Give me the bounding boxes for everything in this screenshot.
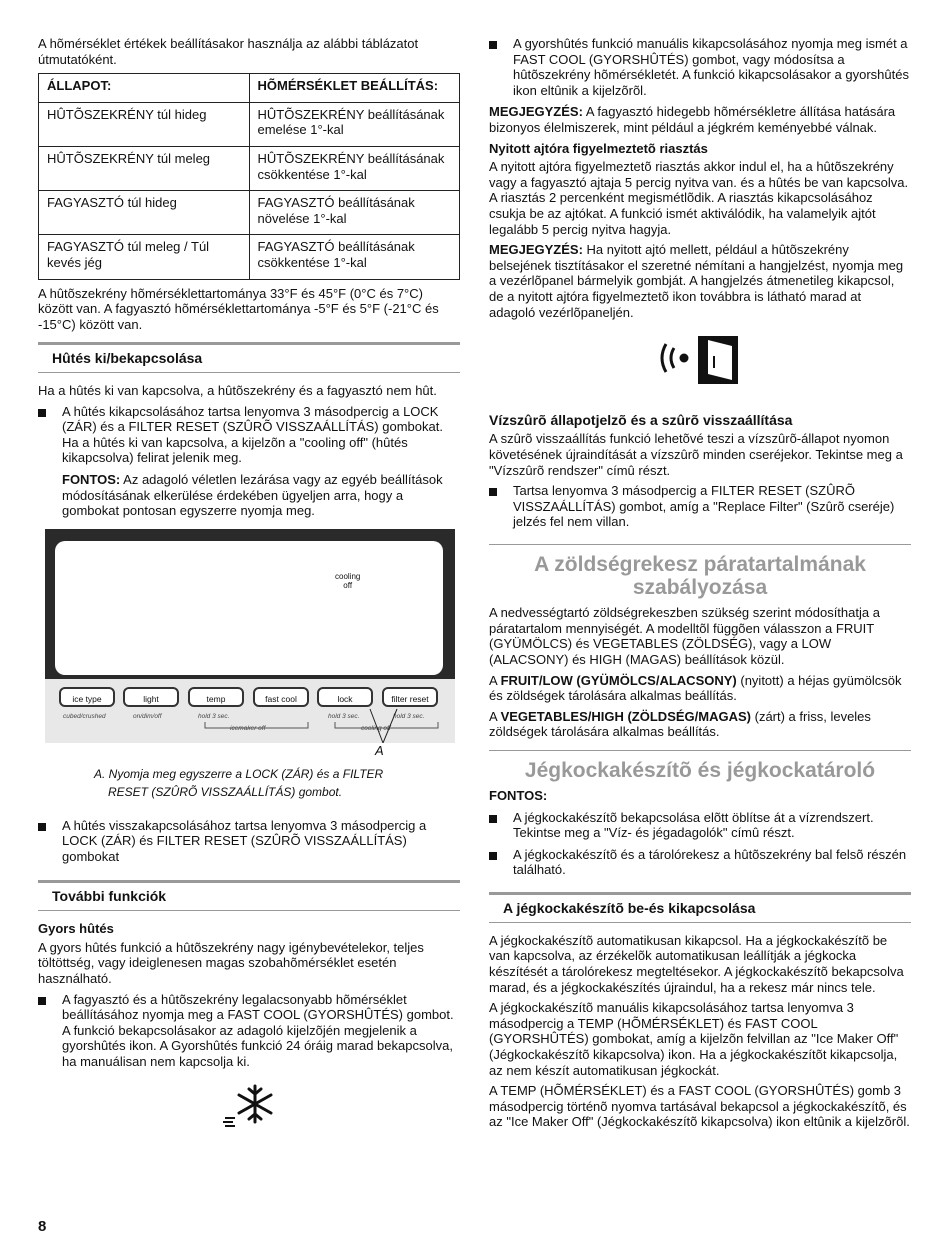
button-sublabel: hold 3 sec.	[393, 712, 425, 720]
list-item-text: A hûtés visszakapcsolásához tartsa lenyomva 3 másodpercig a LOCK (ZÁR) és FILTER RESET (SZÛRÕ VISSZAÁLLÍTÁS) gombokat	[62, 817, 427, 864]
filter-reset-button[interactable]: filter reset	[382, 687, 438, 707]
door-alarm-icon	[652, 330, 748, 390]
bullet-square-icon	[38, 409, 46, 417]
note	[489, 104, 911, 135]
lock-button[interactable]: lock	[317, 687, 373, 707]
text-fragment: (zárt) a friss, leveles zöldségek tárolására alkalmas beállítás.	[489, 708, 871, 740]
list-item	[38, 818, 460, 865]
right-column	[489, 36, 911, 1135]
note-label: MEGJEGYZÉS:	[489, 104, 583, 120]
section-title-icemaker-onoff: A jégkockakészítõ be-és kikapcsolása	[489, 892, 911, 923]
table-row	[39, 191, 460, 235]
note-text: Ha nyitott ajtó mellett, például a hûtõszekrény belsejének tisztításakor el szeretné némítani a hangjelzést, nyomja meg a vezérlõpanel bármelyik gombját. A hangjelzés átmenetileg kikapcsol, de a nyitott ajtóra figyelmeztetõ ikon továbbra is látható marad at adagoló vezérlõpaneljén.	[489, 242, 904, 320]
bullet-square-icon	[38, 823, 46, 831]
list-item-text: A hûtés kikapcsolásához tartsa lenyomva 3 másodpercig a LOCK (ZÁR) és a FILTER RESET (SZÛRÕ VISSZAÁLLÍTÁS) gombokat. Ha a hûtés ki van kapcsolva, a kijelzõn a "cooling off" (hûtés kikapcsolva) felirat jelenik meg.	[62, 403, 443, 466]
table-header-row	[39, 74, 460, 103]
icemaker-text: A TEMP (HÕMÉRSÉKLET) és a FAST COOL (GYORSHÛTÉS) gomb 3 másodpercig történõ nyomva tartásával bekapcsol a jégkockakészítõ, és az "Ice Maker Off" (Jégkockakészítõ kikapcsolva) ikon eltûnik a kijelzõrõl.	[489, 1083, 910, 1130]
section-title-more-functions: További funkciók	[38, 880, 460, 911]
light-button[interactable]: light	[123, 687, 179, 707]
table-cell: FAGYASZTÓ beállításának növelése 1°-kal	[249, 191, 460, 235]
filter-text: A szûrõ visszaállítás funkció lehetõvé teszi a vízszûrõ-állapot nyomon követésének újraindítását a vízszûrõ minden cseréjekor. Tekintse meg a "Vízszûrõ rendszer" címû részt.	[489, 431, 903, 478]
temp-button[interactable]: temp	[188, 687, 244, 707]
section-title-icemaker: Jégkockakészítõ és jégkockatároló	[489, 750, 911, 782]
fast-cool-intro: A gyors hûtés funkció a hûtõszekrény nagy igénybevételekor, teljes töltöttség, vagy ideiglenesen magas szobahõmérséklet esetén használható.	[38, 939, 424, 986]
bold-term: VEGETABLES/HIGH (ZÖLDSÉG/MAGAS)	[500, 708, 751, 724]
list-item	[38, 404, 460, 466]
note	[489, 242, 911, 320]
icemaker-off-label: icemaker off	[230, 724, 266, 732]
list-item	[489, 847, 911, 878]
display-text: cooling	[335, 571, 361, 581]
figure-caption: RESET (SZÛRÕ VISSZAÁLLÍTÁS) gombot.	[108, 785, 343, 800]
list-item-text: Tartsa lenyomva 3 másodpercig a FILTER RESET (SZÛRÕ VISSZAÁLLÍTÁS) gombot, amíg a "Replace Filter" (Szûrõ cseréje) jelzés fel nem villan.	[513, 483, 895, 530]
table-intro: A hõmérséklet értékek beállításakor használja az alábbi táblázatot útmutatóként.	[38, 36, 419, 67]
important-label: FONTOS:	[489, 788, 548, 804]
display-text: off	[343, 580, 353, 590]
figure-caption: A. Nyomja meg egyszerre a LOCK (ZÁR) és a FILTER	[94, 766, 384, 781]
door-alarm-figure	[489, 330, 911, 394]
cooling-off-indicator	[335, 573, 360, 591]
text-fragment: A	[489, 672, 497, 688]
table-row	[39, 102, 460, 146]
section-title-cooling: Hûtés ki/bekapcsolása	[38, 342, 460, 373]
list-item	[489, 810, 911, 841]
cooling-off-label: cooling off	[361, 724, 391, 732]
crisper-veg-text	[489, 709, 911, 740]
display-screen	[55, 541, 443, 675]
figure-marker: A	[375, 742, 384, 758]
bullet-square-icon	[489, 815, 497, 823]
bullet-square-icon	[38, 997, 46, 1005]
note-label: FONTOS:	[62, 472, 121, 488]
bullet-square-icon	[489, 41, 497, 49]
table-cell: HÛTÕSZEKRÉNY túl meleg	[39, 146, 250, 190]
text-fragment: A	[489, 708, 497, 724]
icemaker-text: A jégkockakészítõ manuális kikapcsolásához tartsa lenyomva 3 másodpercig a TEMP (HÕMÉRSÉKLET) és FAST COOL (GYORSHÛTÉS) gombokat, amíg a kijelzõn felvillan az "Ice Maker Off" (Jégkockakészítõ kikapcsolva) ikon. Ha a jégkockakészítõt kikapcsolja, az nem készít automatikusan jégkockát.	[489, 1000, 899, 1078]
button-strip	[45, 679, 455, 743]
bullet-square-icon	[489, 488, 497, 496]
list-item-text: A jégkockakészítõ és a tárolórekesz a hûtõszekrény bal felsõ részén található.	[513, 846, 907, 878]
door-alarm-text: A nyitott ajtóra figyelmeztetõ riasztás akkor indul el, ha a hûtõszekrény vagy a fagyasztó ajtaja 5 percig nyitva van. és a hûtés be van kapcsolva. A riasztás 2 percenként megismétlõdik. A riasztás kikapcsolásához csukja be az ajtókat. A funkció ismét aktiválódik, ha valamelyik ajtót legalább 5 percig nyitva hagyja.	[489, 159, 909, 237]
table-row	[39, 235, 460, 279]
cooling-intro: Ha a hûtés ki van kapcsolva, a hûtõszekrény és a fagyasztó nem hût.	[38, 383, 437, 399]
fast-cool-figure	[38, 1082, 460, 1134]
list-item	[489, 36, 911, 98]
note-label: MEGJEGYZÉS:	[489, 242, 583, 258]
section-title-crisper: A zöldségrekesz páratartalmának szabályozása	[489, 544, 911, 599]
list-item-text: A jégkockakészítõ bekapcsolása elõtt öblítse át a vízrendszert. Tekintse meg a "Víz- és jégadagolók" címû részt.	[513, 809, 874, 841]
list-item-text: A fagyasztó és a hûtõszekrény legalacsonyabb hõmérséklet beállításához nyomja meg a FAST COOL (GYORSHÛTÉS) gombot. A funkció bekapcsolásakor az adagoló kijelzõjén megjelenik a gyorshûtés ikon. A Gyorshûtés funkció 24 óráig marad bekapcsolva, ha manuálisan nem kapcsolja ki.	[62, 991, 454, 1069]
range-note: A hûtõszekrény hõmérséklettartománya 33°F és 45°F (0°C és 7°C) között van. A fagyasztó hõmérséklettartománya -5°F és 5°F (-21°C és -15°C) között van.	[38, 285, 439, 332]
table-cell: HÛTÕSZEKRÉNY túl hideg	[39, 102, 250, 146]
table-cell: FAGYASZTÓ beállításának csökkentése 1°-kal	[249, 235, 460, 279]
list-item	[489, 483, 911, 530]
list-item-text: A gyorshûtés funkció manuális kikapcsolásához nyomja meg ismét a FAST COOL (GYORSHÛTÉS) gombot, vagy módosítsa a hûtõszekrény hõmérsékletét. A funkció kikapcsolásakor a gyorshûtés ikon eltûnik a kijelzõrõl.	[513, 36, 909, 98]
bracket-lines	[45, 679, 455, 743]
button-sublabel: hold 3 sec.	[198, 712, 230, 720]
list-item	[38, 992, 460, 1070]
table-header: HÕMÉRSÉKLET BEÁLLÍTÁS:	[249, 74, 460, 103]
crisper-text: A nedvességtartó zöldségrekeszben szükség szerint módosíthatja a páratartalom mennyiségét. A modelltõl függõen válasszon a FRUIT (GYÜMÖLCS) és VEGETABLES (ZÖLDSÉG), vagy a LOW (ALACSONY) és HIGH (MAGAS) beállítások közül.	[489, 605, 880, 668]
table-cell: HÛTÕSZEKRÉNY beállításának csökkentése 1°-kal	[249, 146, 460, 190]
ice-type-button[interactable]: ice type	[59, 687, 115, 707]
bullet-square-icon	[489, 852, 497, 860]
subheading: Vízszûrõ állapotjelzõ és a szûrõ visszaállítása	[489, 411, 793, 428]
table-header: ÁLLAPOT:	[39, 74, 250, 103]
table-cell: FAGYASZTÓ túl meleg / Túl kevés jég	[39, 235, 250, 279]
button-sublabel: cubed/crushed	[63, 712, 106, 720]
table-row	[39, 146, 460, 190]
temperature-table	[38, 73, 460, 279]
snowflake-icon	[221, 1082, 277, 1130]
note-text: A fagyasztó hidegebb hõmérsékletre állítása hatására bizonyos élelmiszerek, mint például a jégkrém keményebbé válnak.	[489, 104, 896, 135]
button-sublabel: on/dim/off	[133, 712, 162, 720]
important-note	[38, 472, 460, 519]
icemaker-text: A jégkockakészítõ automatikusan kikapcsol. Ha a jégkockakészítõ be van kapcsolva, az érzékelõk automatikusan leállítják a jégkocka készítését a tárolórekesz megteltésekor. A jégkockakészítõ bekapcsolva marad, és a jégkockakészítés újraindul, ha a rekesz már nincs tele.	[489, 932, 904, 995]
fast-cool-button[interactable]: fast cool	[253, 687, 309, 707]
button-sublabel: hold 3 sec.	[328, 712, 360, 720]
left-column	[38, 36, 460, 1133]
figure-marker-row	[38, 743, 460, 759]
control-panel-figure	[45, 529, 455, 743]
subheading: Nyitott ajtóra figyelmeztetõ riasztás	[489, 140, 708, 156]
crisper-fruit-text	[489, 673, 911, 704]
table-cell: FAGYASZTÓ túl hideg	[39, 191, 250, 235]
subheading: Gyors hûtés	[38, 921, 114, 937]
text-fragment: (nyitott) a héjas gyümölcsök és zöldségek tárolására alkalmas beállítás.	[489, 672, 902, 704]
bold-term: FRUIT/LOW (GYÜMÖLCS/ALACSONY)	[500, 672, 737, 688]
page-number: 8	[38, 1218, 47, 1235]
table-cell: HÛTÕSZEKRÉNY beállításának emelése 1°-kal	[249, 102, 460, 146]
note-text: Az adagoló véletlen lezárása vagy az egyéb beállítások módosításának elkerülése érdekében ügyeljen arra, hogy a gombokat pontosan egyszerre nyomja meg.	[62, 472, 443, 519]
